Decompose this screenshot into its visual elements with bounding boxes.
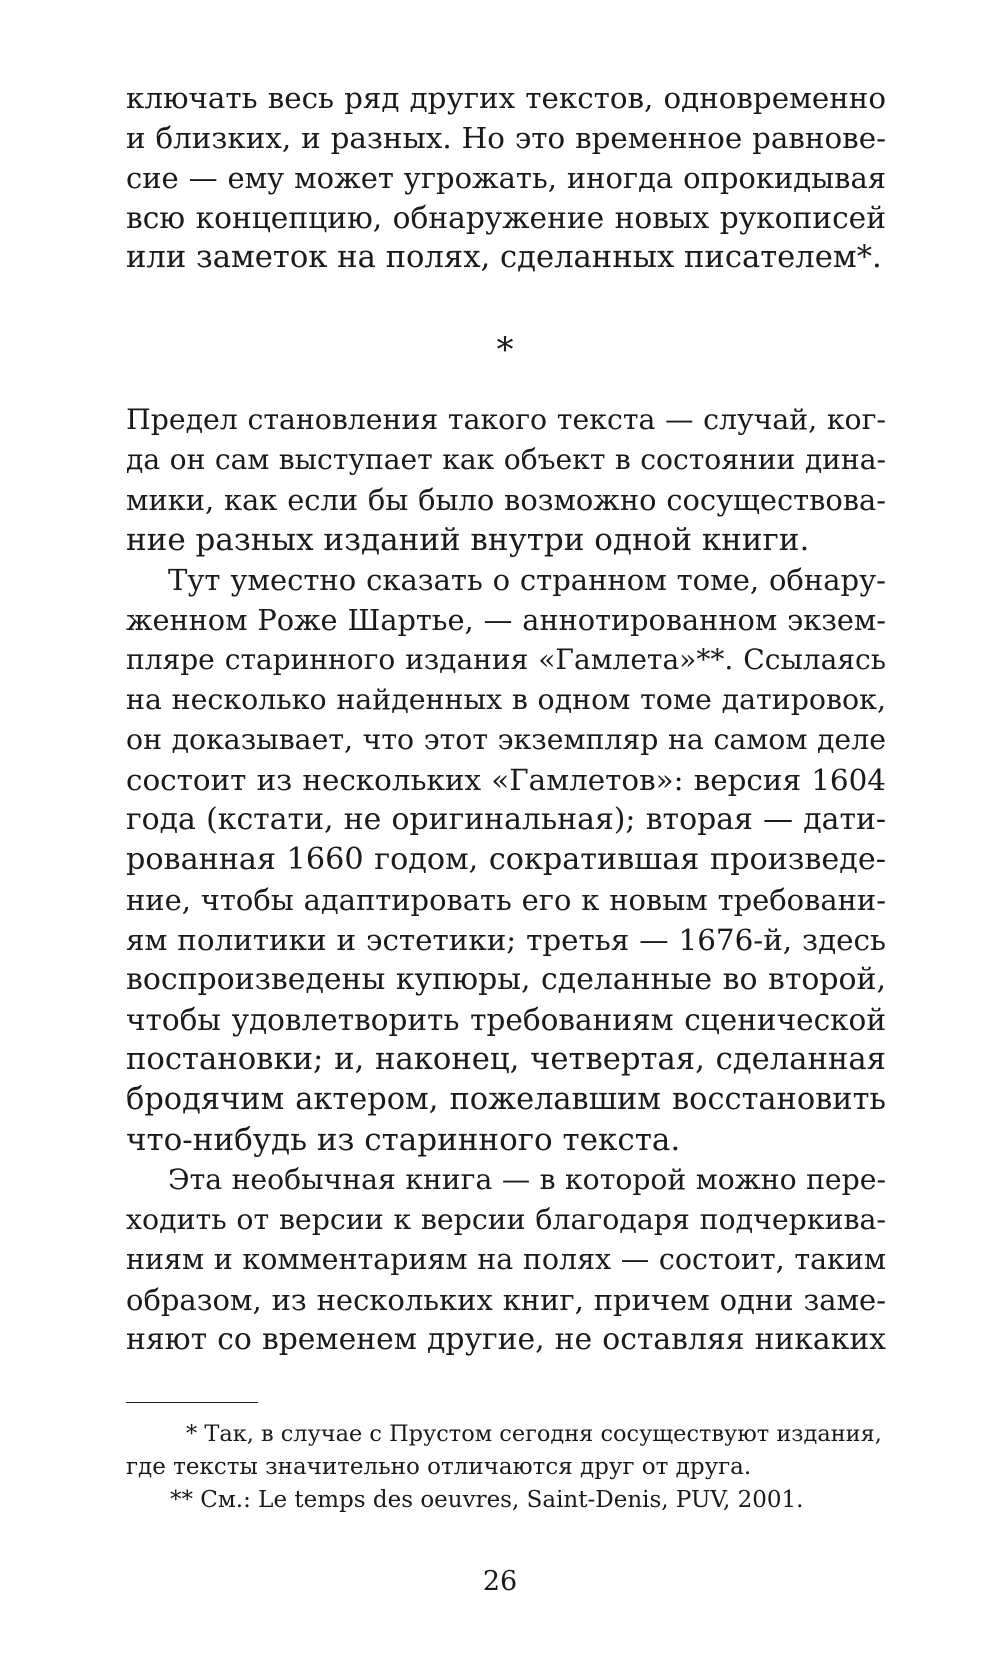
text-line: Предел становления такого текста — случай, ког- <box>126 403 886 436</box>
main-text <box>126 400 886 1360</box>
text-line: Эта необычная книга — в которой можно пере- <box>168 1163 886 1196</box>
footnote-divider <box>126 1402 258 1403</box>
text-line: Тут уместно сказать о странном томе, обнару- <box>168 563 886 597</box>
text-line: ходить от версии к версии благодаря подчеркива- <box>126 1203 886 1236</box>
footnote-line: где тексты значительно отличаются друг от друга. <box>126 1454 752 1480</box>
text-line: года (кстати, не оригинальная); вторая — дати- <box>126 802 886 837</box>
text-line: что-нибудь из старинного текста. <box>126 1122 681 1158</box>
text-line: постановки; и, наконец, четвертая, сделанная <box>126 1042 886 1077</box>
text-line: ключать весь ряд других текстов, одновременно <box>126 81 886 115</box>
page-number: 26 <box>482 1566 518 1597</box>
text-line: рованная 1660 годом, сократившая произведе- <box>126 842 886 877</box>
text-line: образом, из нескольких книг, причем одни заме- <box>126 1283 886 1317</box>
text-line: чтобы удовлетворить требованиям сценической <box>126 1003 886 1037</box>
text-line: на несколько найденных в одном томе датировок, <box>126 683 886 716</box>
text-line: ние, чтобы адаптировать его к новым требовани- <box>126 883 886 917</box>
text-line: он доказывает, что этот экземпляр на самом деле <box>126 723 886 756</box>
text-line: да он сам выступает как объект в состоянии дина- <box>126 443 886 476</box>
text-line: всю концепцию, обнаружение новых рукописей <box>126 200 886 235</box>
text-line: бродячим актером, пожелавшим восстановить <box>126 1082 886 1117</box>
text-line: няют со временем другие, не оставляя никаких <box>126 1322 886 1357</box>
text-line: пляре старинного издания «Гамлета»**. Ссылаясь <box>126 643 886 676</box>
text-line: ние разных изданий внутри одной книги. <box>126 522 810 558</box>
text-line: воспроизведены купюры, сделанные во второй, <box>126 962 886 997</box>
text-line: ям политики и эстетики; третья — 1676-й, здесь <box>126 923 886 957</box>
text-line: ниям и комментариям на полях — состоит, таким <box>126 1243 886 1276</box>
text-line: или заметок на полях, сделанных писателем*. <box>126 240 882 275</box>
text-line: сие — ему может угрожать, иногда опрокидывая <box>126 161 886 195</box>
section-separator: * <box>496 330 514 370</box>
text-line: состоит из нескольких «Гамлетов»: версия 1604 <box>126 763 886 797</box>
text-line: и близких, и разных. Но это временное равнове- <box>126 121 886 155</box>
text-line: женном Роже Шартье, — аннотированном экзем- <box>126 603 886 637</box>
footnotes <box>126 1418 886 1517</box>
text-line: мики, как если бы было возможно сосуществова- <box>126 483 886 517</box>
top-paragraph <box>126 78 886 278</box>
footnote-line: ** См.: Le temps des oeuvres, Saint-Denis, PUV, 2001. <box>170 1487 804 1513</box>
footnote-line: * Так, в случае с Прустом сегодня сосуществуют издания, <box>186 1421 882 1447</box>
